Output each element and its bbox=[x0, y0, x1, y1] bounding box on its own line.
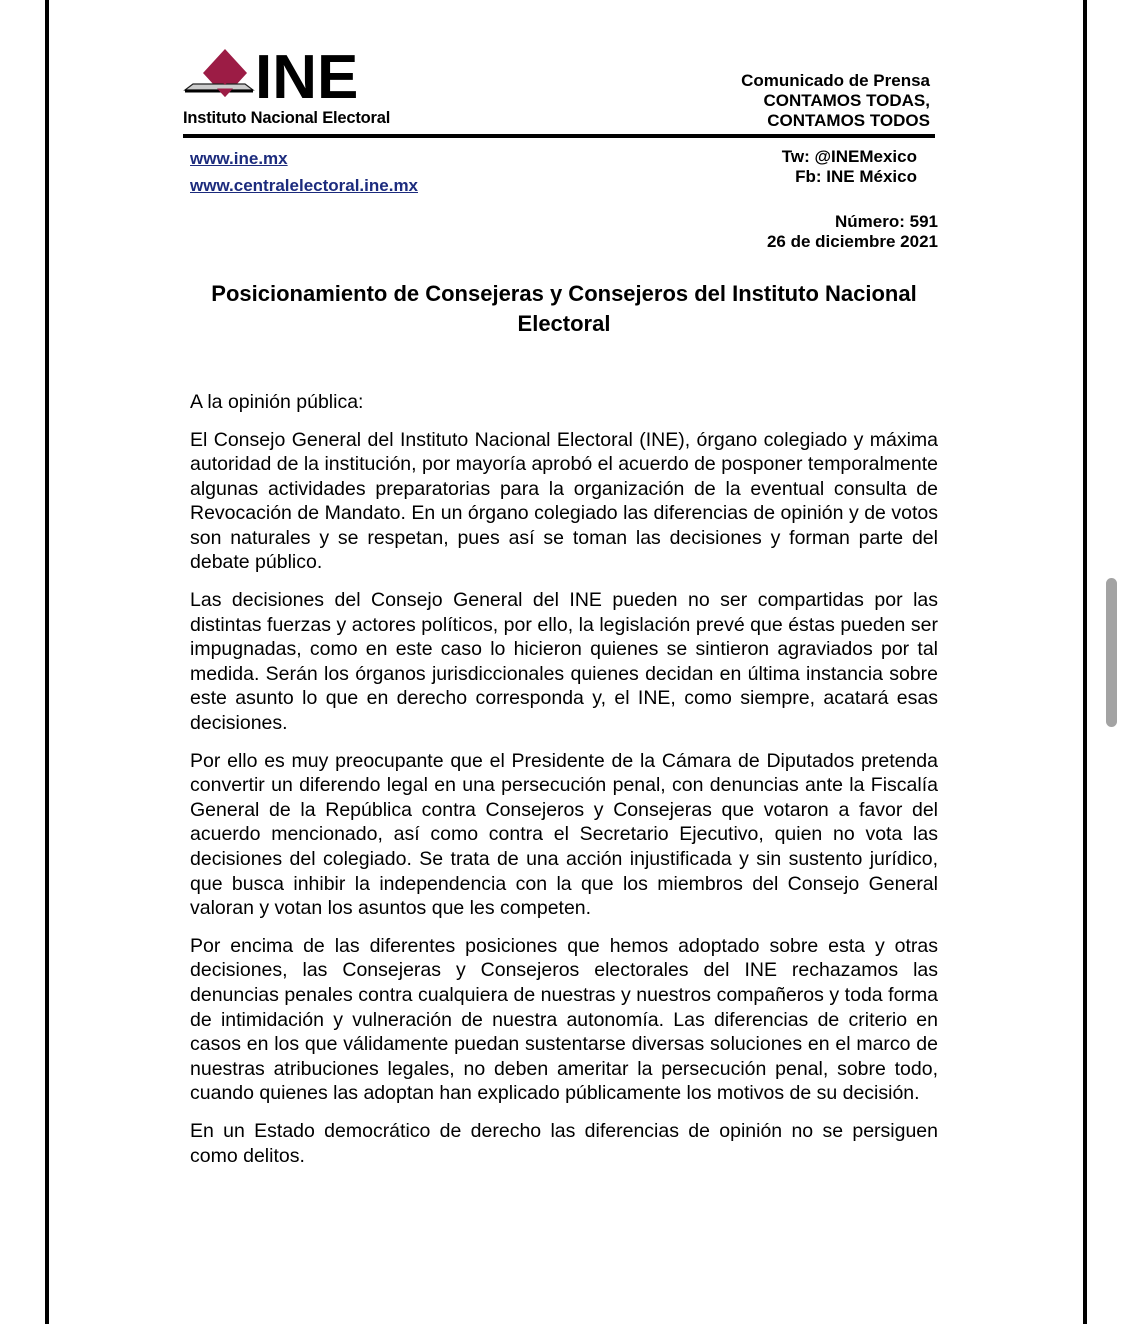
page-title: Posicionamiento de Consejeras y Consejeros del Instituto Nacional Electoral bbox=[211, 281, 917, 336]
facebook-handle: Fb: INE México bbox=[795, 167, 917, 186]
page-border-left bbox=[45, 0, 49, 1324]
ballot-box-icon bbox=[183, 47, 388, 101]
document-header bbox=[183, 47, 938, 131]
link-ine-mx[interactable]: www.ine.mx bbox=[190, 149, 288, 168]
link-centralelectoral[interactable]: www.centralelectoral.ine.mx bbox=[190, 176, 419, 195]
logo-acronym: INE bbox=[255, 47, 359, 101]
paragraph-5: En un Estado democrático de derecho las diferencias de opinión no se persiguen como delitos. bbox=[190, 1119, 938, 1167]
paragraph-4: Por encima de las diferentes posiciones que hemos adoptado sobre esta y otras decisiones, las Consejeras y Consejeros electorales del INE rechazamos las denuncias penales contra cualquiera de nuestras y nuestros compañeros y toda forma de intimidación y vulneración de nuestra autonomía. Las diferencias de criterio en casos en los que válidamente puedan sustentarse diversas soluciones en el marco de nuestras atribuciones legales, no deben ameritar la persecución penal, sobre todo, cuando quienes las adoptan han explicado públicamente los motivos de su decisión. bbox=[190, 934, 938, 1105]
paragraph-1: El Consejo General del Instituto Nacional Electoral (INE), órgano colegiado y máxima autoridad de la institución, por mayoría aprobó el acuerdo de posponer temporalmente algunas actividades preparatorias para la organización de la eventual consulta de Revocación de Mandato. En un órgano colegiado las diferencias de opinión y de votos son naturales y se respetan, pues así se toman las decisiones y forman parte del debate público. bbox=[190, 428, 938, 574]
social-handles bbox=[782, 147, 938, 199]
logo-caption: Instituto Nacional Electoral bbox=[183, 109, 391, 127]
press-release-label: Comunicado de Prensa bbox=[741, 71, 930, 90]
salutation: A la opinión pública: bbox=[190, 391, 364, 413]
website-links bbox=[190, 145, 418, 199]
release-date: 26 de diciembre 2021 bbox=[766, 232, 938, 251]
slogan-line-2: CONTAMOS TODOS bbox=[767, 111, 930, 130]
header-rule bbox=[183, 134, 935, 138]
header-links-row bbox=[190, 145, 938, 199]
page-border-right bbox=[1083, 0, 1087, 1324]
document-page bbox=[183, 0, 938, 1168]
scrollbar-thumb[interactable] bbox=[1106, 578, 1117, 727]
release-meta bbox=[190, 212, 938, 252]
twitter-handle: Tw: @INEMexico bbox=[781, 147, 917, 166]
release-number: Número: 591 bbox=[835, 212, 938, 231]
paragraph-2: Las decisiones del Consejo General del INE pueden no ser compartidas por las distintas fuerzas y actores políticos, por ello, la legislación prevé que éstas pueden ser impugnadas, como en este caso lo hicieron quienes se sintieron agraviados por tal medida. Serán los órganos jurisdiccionales quienes decidan en última instancia sobre este asunto lo que en derecho corresponda y, el INE, como siempre, acatará esas decisiones. bbox=[190, 589, 938, 735]
header-press-block bbox=[741, 71, 938, 131]
slogan-line-1: CONTAMOS TODAS, bbox=[763, 91, 930, 110]
paragraph-3: Por ello es muy preocupante que el Presidente de la Cámara de Diputados pretenda convertir un diferendo legal en una persecución penal, con denuncias ante la Fiscalía General de la República contra Consejeros y Consejeras que votaron a favor del acuerdo mencionado, así como contra el Secretario Ejecutivo, quien no vota las decisiones del colegiado. Se trata de una acción injustificada y sin sustento jurídico, que busca inhibir la independencia con la que los miembros del Consejo General valoran y votan los asuntos que les competen. bbox=[190, 749, 938, 920]
document-body bbox=[190, 428, 938, 1169]
ine-logo bbox=[183, 47, 391, 128]
